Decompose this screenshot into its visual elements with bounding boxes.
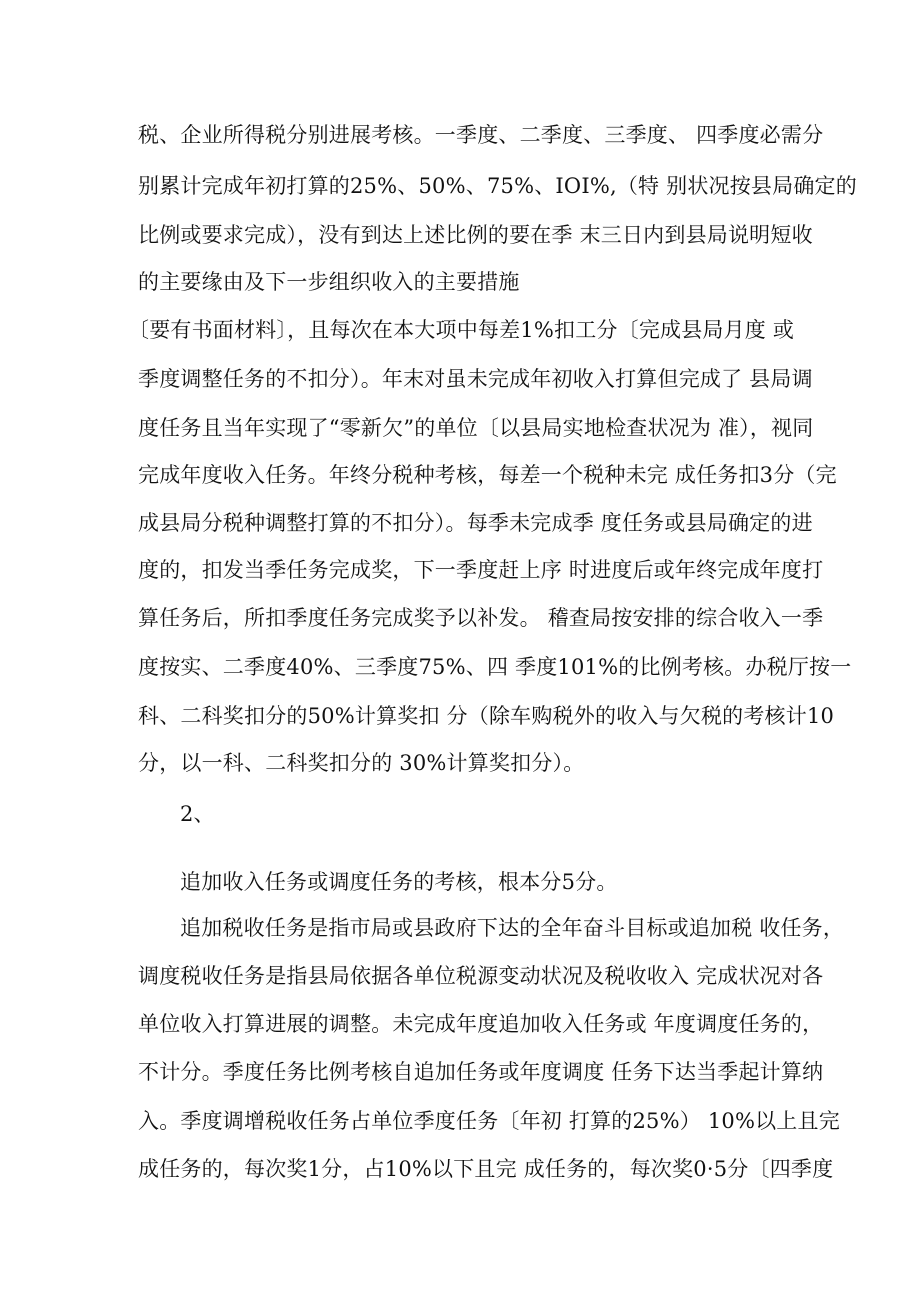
text-line: 〔要有书面材料〕，且每次在本大项中每差1%扣工分〔完成县局月度 或 [128, 318, 795, 342]
text-line: 税、企业所得税分别进展考核。一季度、二季度、三季度、 四季度必需分 [138, 123, 824, 147]
text-line: 入。季度调增税收任务占单位季度任务〔年初 打算的25%） 10%以上且完 [138, 1109, 840, 1133]
section-number: 2、 [180, 802, 215, 826]
text-line: 成任务的，每次奖1分，占10%以下且完 成任务的，每次奖0·5分〔四季度 [138, 1157, 834, 1181]
text-line: 单位收入打算进展的调整。未完成年度追加收入任务或 年度调度任务的， [138, 1012, 824, 1036]
text-line: 调度税收任务是指县局依据各单位税源变动状况及税收收入 完成状况对各 [138, 964, 824, 988]
text-line: 的主要缘由及下一步组织收入的主要措施 [138, 270, 520, 294]
section-heading: 追加收入任务或调度任务的考核，根本分5分。 [180, 870, 618, 894]
text-line: 分，以一科、二科奖扣分的 30%计算奖扣分）。 [138, 751, 585, 775]
text-line: 度按实、二季度40%、三季度75%、四 季度101%的比例考核。办税厅按一 [138, 655, 852, 679]
text-line: 度的，扣发当季任务完成奖，下一季度赶上序 时进度后或年终完成年度打 [138, 558, 824, 582]
text-line: 科、二科奖扣分的50%计算奖扣 分（除车购税外的收入与欠税的考核计10 [138, 704, 835, 728]
text-line: 别累计完成年初打算的25%、50%、75%、IOI%,（特 别状况按县局确定的 [138, 174, 857, 198]
text-line: 成县局分税种调整打算的不扣分）。每季未完成季 度任务或县局确定的进 [138, 511, 813, 535]
text-line: 不计分。季度任务比例考核自追加任务或年度调度 任务下达当季起计算纳 [138, 1060, 824, 1084]
text-line: 季度调整任务的不扣分）。年末对虽未完成年初收入打算但完成了 县局调 [138, 367, 813, 391]
text-line: 比例或要求完成），没有到达上述比例的要在季 末三日内到县局说明短收 [138, 223, 813, 247]
text-line: 度任务且当年实现了“零新欠”的单位〔以县局实地检查状况为 准），视同 [138, 416, 814, 440]
text-line: 追加税收任务是指市局或县政府下达的全年奋斗目标或追加税 收任务， [180, 916, 845, 940]
text-line: 算任务后，所扣季度任务完成奖予以补发。 稽查局按安排的综合收入一季 [138, 606, 824, 630]
text-line: 完成年度收入任务。年终分税种考核，每差一个税种未完 成任务扣3分（完 [138, 463, 837, 487]
